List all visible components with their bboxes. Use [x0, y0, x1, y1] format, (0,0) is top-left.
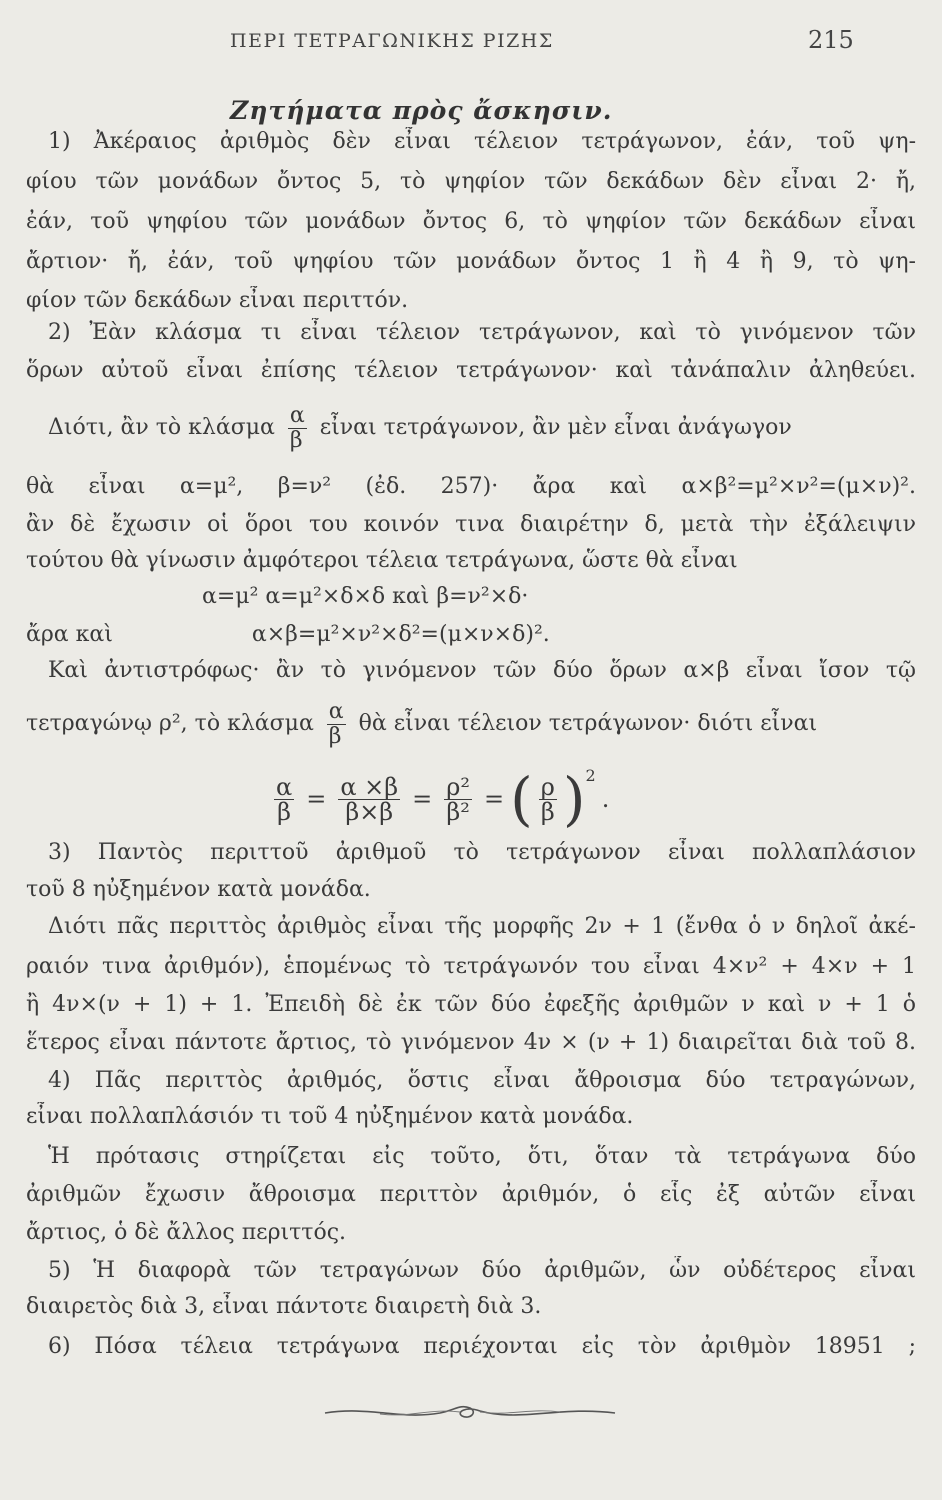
- text-line: φίον τῶν δεκάδων εἶναι περιττόν.: [26, 288, 409, 313]
- text-line: Καὶ ἀντιστρόφως· ἂν τὸ γινόμενον τῶν δύο ὅρων α×β εἶναι ἴσον τῷ: [48, 658, 916, 683]
- text-line: ἄρτιον· ἤ, ἐάν, τοῦ ψηφίου τῶν μονάδων ὄντος 1 ἢ 4 ἢ 9, τὸ ψη-: [26, 249, 916, 274]
- fraction-numerator: α: [328, 698, 344, 724]
- text-segment: Διότι, ἂν τὸ κλάσμα: [48, 415, 275, 440]
- equals-sign: =: [412, 785, 433, 813]
- section-heading: Ζητήματα πρὸς ἄσκησιν.: [230, 96, 613, 125]
- fraction: [274, 772, 294, 826]
- page-number: 215: [808, 26, 854, 54]
- text-segment: ἄρα καὶ: [26, 622, 113, 647]
- fraction-numerator: ρ: [540, 772, 555, 801]
- equation-line: α=μ² α=μ²×δ×δ καὶ β=ν²×δ·: [202, 584, 529, 609]
- fraction-numerator: ρ²: [446, 772, 470, 801]
- parenthesized-fraction: [510, 765, 596, 833]
- close-paren: ): [562, 765, 586, 833]
- fraction-alpha-beta: [288, 404, 307, 453]
- text-line: 6) Πόσα τέλεια τετράγωνα περιέχονται εἰς τὸν ἀριθμὸν 18951 ;: [48, 1334, 916, 1359]
- equals-sign: =: [484, 785, 505, 813]
- text-line: θὰ εἶναι α=μ², β=ν² (ἐδ. 257)· ἄρα καὶ α×β²=μ²×ν²=(μ×ν)².: [26, 474, 916, 499]
- text-line-with-fraction: [48, 400, 792, 456]
- fraction-denominator: β²: [446, 797, 470, 826]
- fraction-numerator: α: [289, 402, 305, 428]
- text-segment: θὰ εἶναι τέλειον τετράγωνον· διότι εἶναι: [358, 711, 818, 736]
- text-line: 5) Ἡ διαφορὰ τῶν τετραγώνων δύο ἀριθμῶν, ὧν οὐδέτερος εἶναι: [48, 1258, 916, 1283]
- exponent: 2: [585, 766, 596, 785]
- text-line: ἐάν, τοῦ ψηφίου τῶν μονάδων ὄντος 6, τὸ ψηφίον τῶν δεκάδων εἶναι: [26, 209, 916, 234]
- text-line: διαιρετὸς διὰ 3, εἶναι πάντοτε διαιρετὴ διὰ 3.: [26, 1294, 542, 1319]
- open-paren: (: [510, 765, 533, 833]
- text-line: Ἡ πρότασις στηρίζεται εἰς τοῦτο, ὅτι, ὅταν τὰ τετράγωνα δύο: [48, 1144, 916, 1169]
- display-equation: [268, 765, 610, 833]
- text-line-with-fraction: [26, 696, 817, 752]
- fraction: [539, 772, 557, 826]
- fraction-denominator: β×β: [345, 797, 394, 826]
- text-line: 3) Παντὸς περιττοῦ ἀριθμοῦ τὸ τετράγωνον εἶναι πολλαπλάσιον: [48, 840, 916, 865]
- fraction-denominator: β: [328, 723, 342, 749]
- text-line: τοῦ 8 ηὐξημένον κατὰ μονάδα.: [26, 877, 371, 902]
- text-segment: τετραγώνῳ ρ², τὸ κλάσμα: [26, 711, 314, 736]
- text-line: ραιόν τινα ἀριθμόν), ἑπομένως τὸ τετράγωνόν του εἶναι 4×ν² + 4×ν + 1: [26, 954, 916, 979]
- fraction-numerator: α ×β: [340, 772, 399, 801]
- text-line: ἄρτιος, ὁ δὲ ἄλλος περιττός.: [26, 1220, 347, 1245]
- text-line: 2) Ἐὰν κλάσμα τι εἶναι τέλειον τετράγωνον, καὶ τὸ γινόμενον τῶν: [48, 320, 916, 345]
- fraction-denominator: β: [277, 797, 292, 826]
- equation-period: .: [601, 785, 610, 813]
- equation-segment: α×β=μ²×ν²×δ²=(μ×ν×δ)².: [251, 622, 550, 647]
- fraction-numerator: α: [276, 772, 293, 801]
- text-line: ὅρων αὐτοῦ εἶναι ἐπίσης τέλειον τετράγωνον· καὶ τἀνάπαλιν ἀληθεύει.: [26, 358, 916, 383]
- text-segment: εἶναι τετράγωνον, ἂν μὲν εἶναι ἀνάγωγον: [319, 415, 792, 440]
- text-line: εἶναι πολλαπλάσιόν τι τοῦ 4 ηὐξημένον κατὰ μονάδα.: [26, 1104, 634, 1129]
- text-line: ἂν δὲ ἔχωσιν οἱ ὅροι του κοινόν τινα διαιρέτην δ, μετὰ τὴν ἐξάλειψιν: [26, 512, 916, 537]
- text-line: ἕτερος εἶναι πάντοτε ἄρτιος, τὸ γινόμενον 4ν × (ν + 1) διαιρεῖται διὰ τοῦ 8.: [26, 1030, 916, 1055]
- fraction-denominator: β: [289, 427, 303, 453]
- text-line: φίου τῶν μονάδων ὄντος 5, τὸ ψηφίον τῶν δεκάδων δὲν εἶναι 2· ἤ,: [26, 169, 916, 194]
- text-line: ἀριθμῶν ἔχωσιν ἄθροισμα περιττὸν ἀριθμόν, ὁ εἷς ἐξ αὐτῶν εἶναι: [26, 1182, 916, 1207]
- text-line: 4) Πᾶς περιττὸς ἀριθμός, ὅστις εἶναι ἄθροισμα δύο τετραγώνων,: [48, 1068, 916, 1093]
- fraction-alpha-beta: [327, 700, 346, 749]
- text-line: 1) Ἀκέραιος ἀριθμὸς δὲν εἶναι τέλειον τετράγωνον, ἐάν, τοῦ ψη-: [48, 129, 916, 154]
- running-head: ΠΕΡΙ ΤΕΤΡΑΓΩΝΙΚΗΣ ΡΙΖΗΣ: [230, 30, 554, 52]
- text-line: τούτου θὰ γίνωσιν ἀμφότεροι τέλεια τετράγωνα, ὥστε θὰ εἶναι: [26, 548, 738, 573]
- text-line: ἢ 4ν×(ν + 1) + 1. Ἐπειδὴ δὲ ἐκ τῶν δύο ἐφεξῆς ἀριθμῶν ν καὶ ν + 1 ὁ: [26, 992, 916, 1017]
- text-line-with-equation: [26, 620, 550, 650]
- fraction: [338, 772, 400, 826]
- end-ornament-icon: [320, 1398, 620, 1428]
- equals-sign: =: [306, 785, 327, 813]
- fraction: [444, 772, 472, 826]
- fraction-denominator: β: [540, 797, 555, 826]
- text-line: Διότι πᾶς περιττὸς ἀριθμὸς εἶναι τῆς μορφῆς 2ν + 1 (ἔνθα ὁ ν δηλοῖ ἀκέ-: [48, 914, 916, 939]
